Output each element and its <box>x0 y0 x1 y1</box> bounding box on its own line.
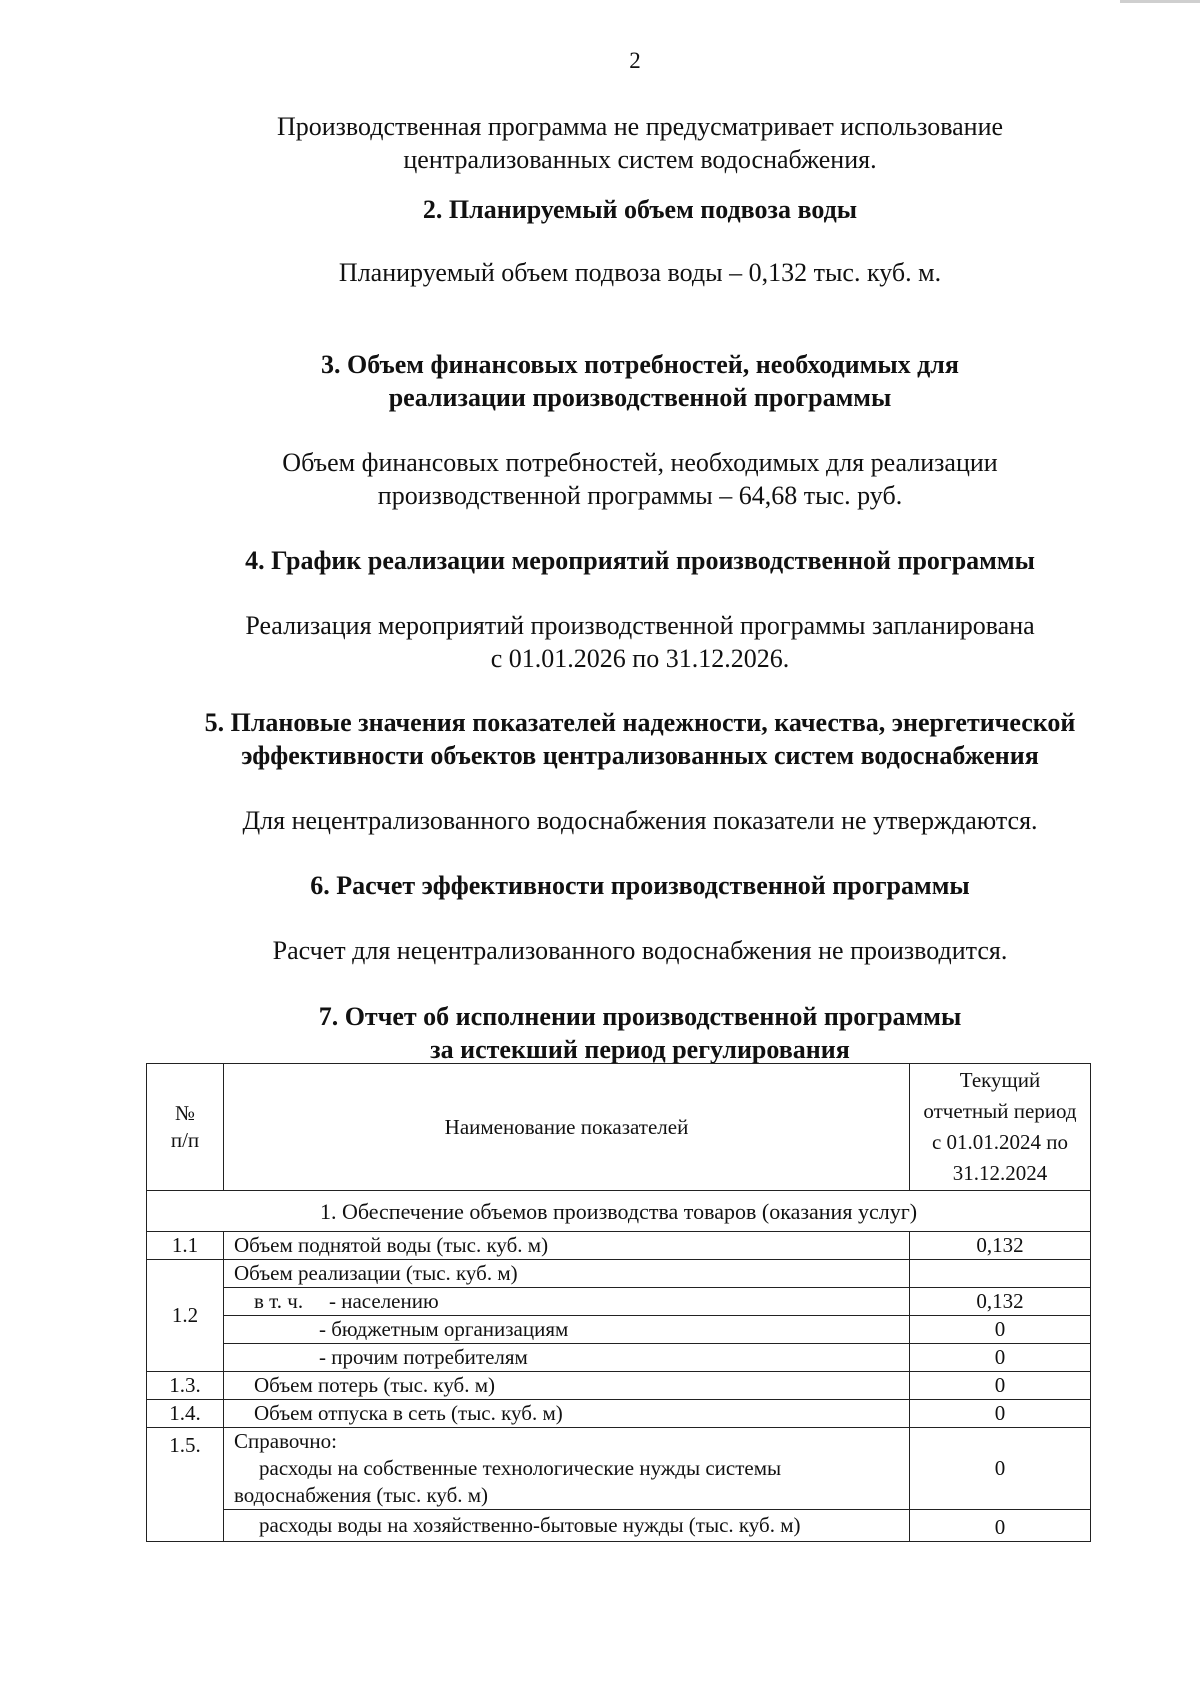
section-6-text: Расчет для нецентрализованного водоснабжения не производится. <box>272 936 1008 965</box>
table-section-row <box>147 1191 1091 1232</box>
table-row <box>147 1400 1091 1428</box>
header-period <box>910 1064 1091 1191</box>
row-number: 1.5. <box>147 1428 224 1542</box>
row-name: Объем отпуска в сеть (тыс. куб. м) <box>224 1400 910 1428</box>
row-value: 0,132 <box>910 1232 1091 1260</box>
row-value: 0 <box>910 1400 1091 1428</box>
section-4-text-line-2: с 01.01.2026 по 31.12.2026. <box>490 644 790 673</box>
table-row <box>147 1260 1091 1288</box>
row-name: Объем реализации (тыс. куб. м) <box>224 1260 910 1288</box>
page-number: 2 <box>629 48 641 73</box>
row-name-text: - населению <box>329 1289 439 1313</box>
row-name: - прочим потребителям <box>224 1344 910 1372</box>
row-number: 1.4. <box>147 1400 224 1428</box>
section-4-text-line-1: Реализация мероприятий производственной программы запланирована <box>245 611 1035 640</box>
row-name: - бюджетным организациям <box>224 1316 910 1344</box>
row-name: Объем потерь (тыс. куб. м) <box>224 1372 910 1400</box>
row-name <box>224 1428 910 1510</box>
section-3-text-line-2: производственной программы – 64,68 тыс. руб. <box>377 481 903 510</box>
header-period-line-1: Текущий <box>959 1068 1041 1092</box>
section-6-heading: 6. Расчет эффективности производственной программы <box>310 871 970 900</box>
row-value: 0,132 <box>910 1288 1091 1316</box>
header-period-line-4: 31.12.2024 <box>952 1161 1048 1185</box>
table-row <box>147 1344 1091 1372</box>
section-3-heading-line-1: 3. Объем финансовых потребностей, необходимых для <box>321 350 959 379</box>
table-row <box>147 1372 1091 1400</box>
header-number-line-1: № <box>174 1101 196 1125</box>
table-row <box>147 1510 1091 1542</box>
section-7-heading-line-2: за истекший период регулирования <box>430 1035 850 1064</box>
row-value: 0 <box>910 1372 1091 1400</box>
section-7-heading <box>140 1000 1140 1066</box>
table-header-row <box>147 1064 1091 1191</box>
table-row <box>147 1428 1091 1510</box>
row-label: Справочно: <box>234 1429 337 1453</box>
section-5-text: Для нецентрализованного водоснабжения показатели не утверждаются. <box>242 806 1038 835</box>
row-name <box>224 1288 910 1316</box>
section-5-heading-line-2: эффективности объектов централизованных систем водоснабжения <box>241 741 1039 770</box>
section-5-heading <box>140 706 1140 772</box>
intro-line-2: централизованных систем водоснабжения. <box>403 145 877 174</box>
scan-edge-mark <box>1120 0 1200 3</box>
row-value: 0 <box>910 1344 1091 1372</box>
row-name: Объем поднятой воды (тыс. куб. м) <box>224 1232 910 1260</box>
section-3-text <box>140 446 1140 512</box>
table-row <box>147 1288 1091 1316</box>
table-row <box>147 1316 1091 1344</box>
header-number <box>147 1064 224 1191</box>
section-2-heading: 2. Планируемый объем подвоза воды <box>422 195 858 224</box>
section-5-heading-line-1: 5. Плановые значения показателей надежности, качества, энергетической <box>204 708 1076 737</box>
table-row <box>147 1232 1091 1260</box>
row-number: 1.3. <box>147 1372 224 1400</box>
header-number-line-2: п/п <box>170 1128 200 1152</box>
intro-line-1: Производственная программа не предусматривает использование <box>276 112 1004 141</box>
section-4-text <box>140 609 1140 675</box>
row-value: 0 <box>910 1316 1091 1344</box>
row-value: 0 <box>910 1510 1091 1542</box>
section-7-heading-line-1: 7. Отчет об исполнении производственной программы <box>318 1002 962 1031</box>
row-number: 1.2 <box>147 1260 224 1372</box>
row-prefix: в т. ч. <box>254 1289 304 1313</box>
section-2-text: Планируемый объем подвоза воды – 0,132 тыс. куб. м. <box>338 258 942 287</box>
row-number: 1.1 <box>147 1232 224 1260</box>
header-period-line-3: с 01.01.2024 по <box>931 1130 1069 1154</box>
section-3-text-line-1: Объем финансовых потребностей, необходимых для реализации <box>282 448 998 477</box>
section-3-heading <box>140 348 1140 414</box>
section-3-heading-line-2: реализации производственной программы <box>388 383 892 412</box>
row-value: 0 <box>910 1428 1091 1510</box>
intro-paragraph <box>140 110 1140 176</box>
table-section-title: 1. Обеспечение объемов производства товаров (оказания услуг) <box>147 1191 1091 1232</box>
section-4-heading: 4. График реализации мероприятий производственной программы <box>245 546 1035 575</box>
header-name: Наименование показателей <box>224 1064 910 1191</box>
row-name-text: расходы на собственные технологические нужды системы водоснабжения (тыс. куб. м) <box>234 1456 782 1507</box>
row-value <box>910 1260 1091 1288</box>
row-name: расходы воды на хозяйственно-бытовые нужды (тыс. куб. м) <box>224 1510 910 1542</box>
header-period-line-2: отчетный период <box>923 1099 1077 1123</box>
report-table <box>146 1063 1091 1542</box>
